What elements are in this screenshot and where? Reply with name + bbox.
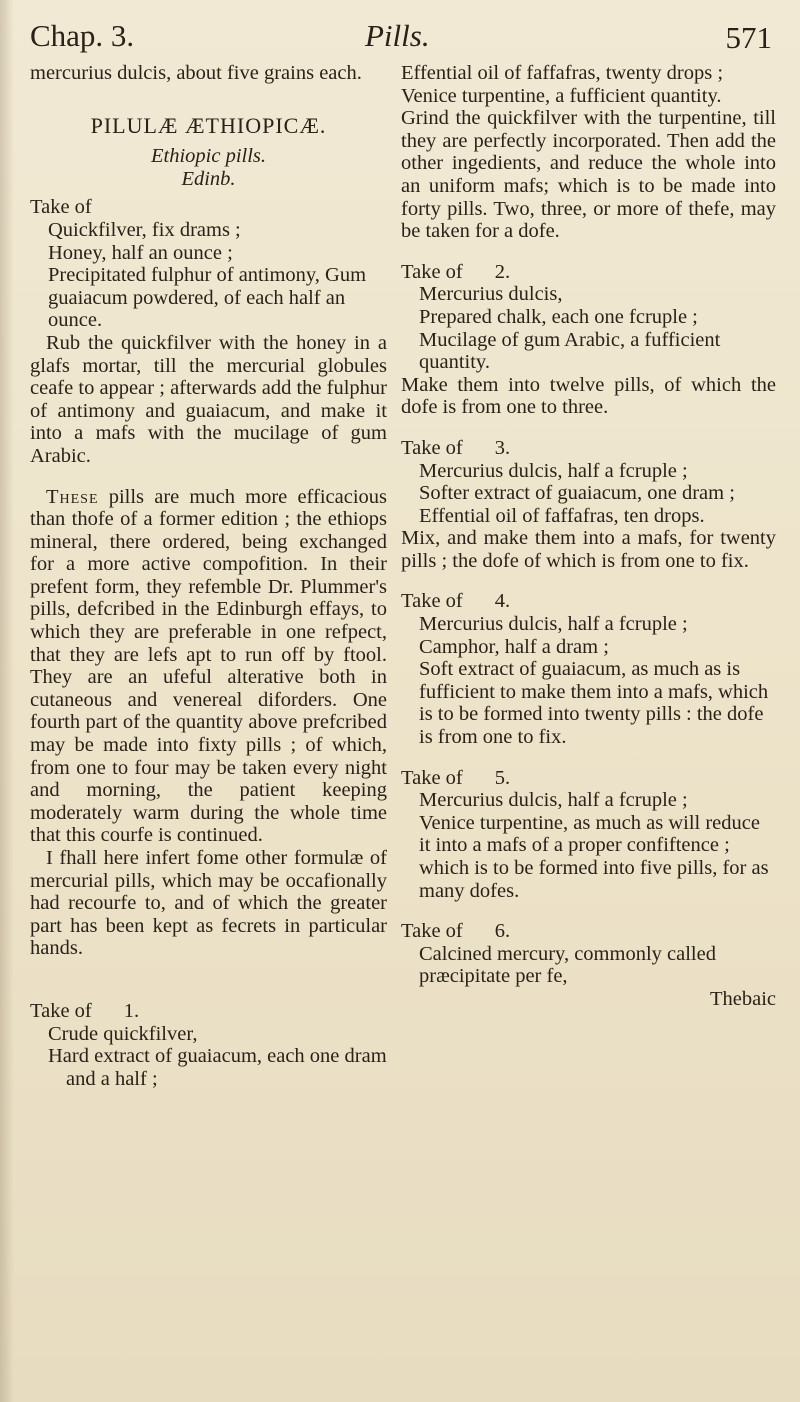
ingredient-line: Calcined mercury, commonly called præcipitate per fe, bbox=[419, 942, 716, 988]
formula-number: 4. bbox=[494, 590, 511, 613]
ingredient-line: Mercurius dulcis, half a fcruple ; bbox=[419, 789, 688, 812]
take-of-label: Take of bbox=[401, 436, 463, 459]
chapter-label: Chap. 3. bbox=[30, 18, 135, 53]
page-gutter-shadow bbox=[0, 0, 14, 1402]
these-lead: These bbox=[46, 485, 99, 508]
method-paragraph: Mix, and make them into a mafs, for twenty pills ; the dofe of which is from one to fix. bbox=[401, 527, 776, 572]
take-of-label: Take of bbox=[401, 920, 463, 943]
right-column bbox=[401, 62, 776, 1011]
method-paragraph: Make them into twelve pills, of which the dofe is from one to three. bbox=[401, 373, 776, 419]
ingredient-line: Mercurius dulcis, half a fcruple ; bbox=[419, 459, 688, 482]
intro-text: mercurius dulcis, about five grains each. bbox=[30, 62, 362, 84]
formula-6-heading bbox=[401, 920, 776, 943]
catchword: Thebaic bbox=[709, 987, 776, 1010]
section-title: Pills. bbox=[365, 18, 430, 53]
formula-number: 1. bbox=[123, 999, 140, 1022]
insert-note-paragraph: I fhall here infert fome other formulæ of mercurial pills, which may be occafionally had recourfe to, and of which the greater part has been kept as fecrets in particular hands. bbox=[30, 847, 387, 960]
page-number: 571 bbox=[725, 20, 772, 55]
formula-number: 6. bbox=[494, 920, 511, 943]
ingredient-line: Precipitated fulphur of antimony, Gum guaiacum powdered, of each half an ounce. bbox=[48, 264, 367, 332]
ingredient-line: Prepared chalk, each one fcruple ; bbox=[419, 305, 698, 328]
ingredient-line: Soft extract of guaiacum, as much as is fufficient to make them into a mafs, which is to be formed into twenty pills : the dofe is from one to fix. bbox=[419, 658, 769, 749]
ingredient-line: Venice turpentine, a fufficient quantity. bbox=[401, 84, 722, 107]
ingredient-line: Mercurius dulcis, half a fcruple ; bbox=[419, 613, 688, 636]
ingredient-line: Crude quickfilver, bbox=[48, 1022, 198, 1045]
formula-4-heading bbox=[401, 590, 776, 613]
take-of-label: Take of bbox=[401, 260, 463, 283]
left-column bbox=[30, 62, 387, 1090]
take-of-label: Take of bbox=[30, 999, 92, 1022]
ingredient-line: Mucilage of gum Arabic, a fufficient quantity. bbox=[419, 328, 721, 374]
ingredient-line: Honey, half an ounce ; bbox=[48, 241, 233, 264]
commentary-text: pills are much more efficacious than thofe of a former edition ; the ethiops mineral, there ordered, being exchanged for a more active compofition. In their prefent form, they refemble Dr. Plummer's pills, defcribed in the Edinburgh effays, to which they are preferable in one refpect, that they are lefs apt to run off by ftool. They are an ufeful alterative both in cutaneous and venereal diforders. One fourth part of the quantity above prefcribed may be made into fixty pills ; of which, from one to four may be taken every night and morning, the patient keeping moderately warm during the whole time that this courfe is continued. bbox=[30, 485, 387, 847]
formula-number: 3. bbox=[494, 436, 511, 459]
commentary-paragraph bbox=[30, 486, 387, 848]
ingredient-line: Venice turpentine, as much as will reduce it into a mafs of a proper confiftence ; which is to be formed into five pills, for as many dofes. bbox=[419, 811, 769, 902]
formula-number: 2. bbox=[494, 260, 511, 283]
ingredient-line: Effential oil of faffafras, ten drops. bbox=[419, 504, 705, 527]
formula-number: 5. bbox=[494, 766, 511, 789]
ingredient-line: Softer extract of guaiacum, one dram ; bbox=[419, 482, 735, 505]
ingredient-line: Quickfilver, fix drams ; bbox=[48, 218, 241, 241]
recipe-title: PILULÆ ÆTHIOPICÆ. bbox=[90, 112, 327, 138]
recipe-source: Edinb. bbox=[181, 167, 236, 190]
take-of-label: Take of bbox=[30, 196, 92, 219]
formula-2-heading bbox=[401, 261, 776, 284]
recipe-subtitle: Ethiopic pills. bbox=[150, 145, 267, 168]
take-of-label: Take of bbox=[401, 766, 463, 789]
ingredient-line: Camphor, half a dram ; bbox=[419, 635, 609, 658]
method-paragraph: Grind the quickfilver with the turpentine, till they are perfectly incorporated. Then add the other ingedients, and reduce the whole into an uniform mafs; which is to be made into forty pills. Two, three, or more of thefe, may be taken for a dofe. bbox=[401, 107, 776, 243]
ingredient-line: Hard extract of guaiacum, each one dram and a half ; bbox=[48, 1045, 387, 1090]
ingredient-line: Mercurius dulcis, bbox=[419, 283, 563, 306]
formula-1-heading bbox=[30, 1000, 387, 1023]
method-paragraph: Rub the quickfilver with the honey in a glafs mortar, till the mercurial globules ceafe to appear ; afterwards add the fulphur of antimony and guaiacum, and make it into a mafs with the mucilage of gum Arabic. bbox=[30, 331, 387, 467]
take-of-label: Take of bbox=[401, 590, 463, 613]
formula-3-heading bbox=[401, 437, 776, 460]
ingredient-line: Effential oil of faffafras, twenty drops ; bbox=[401, 62, 724, 84]
formula-5-heading bbox=[401, 767, 776, 790]
running-header bbox=[30, 18, 772, 62]
